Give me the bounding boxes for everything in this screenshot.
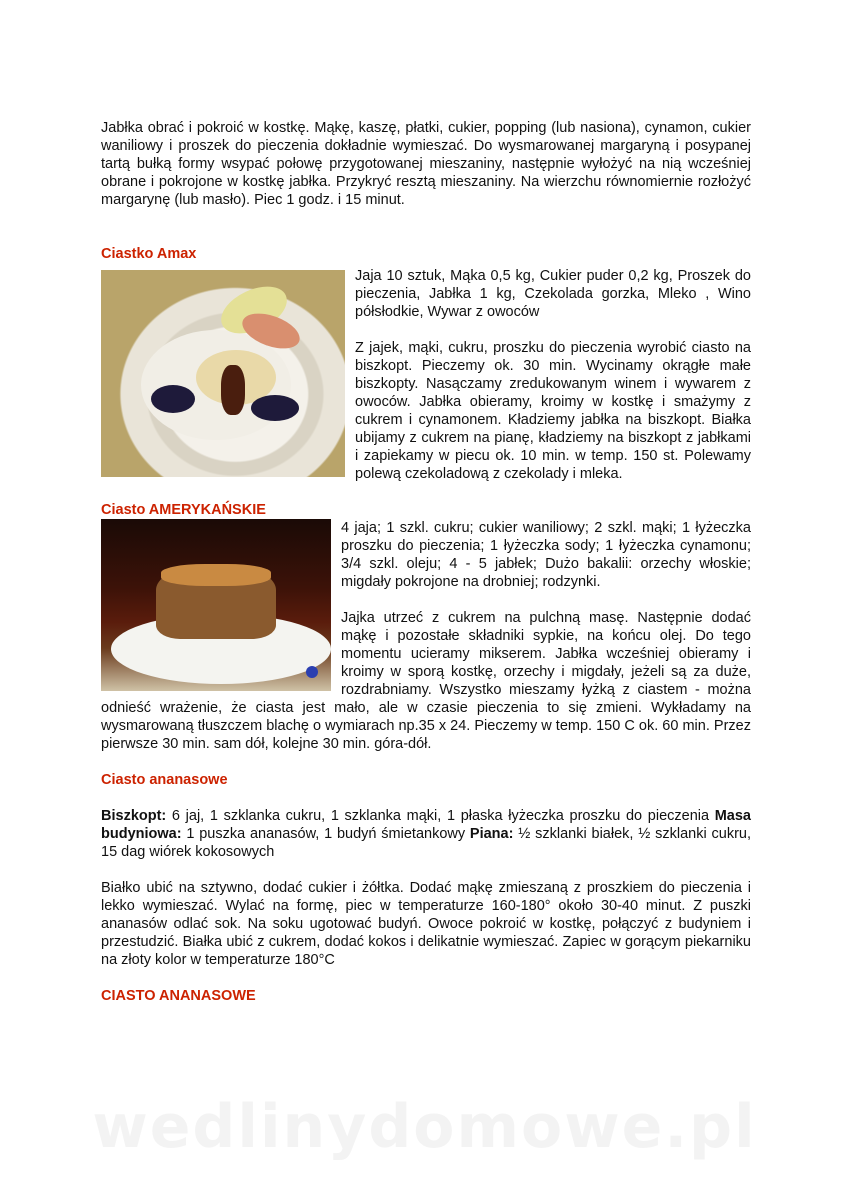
amax-ingredients: Jaja 10 sztuk, Mąka 0,5 kg, Cukier puder 0,2 kg, Proszek do pieczenia, Jabłka 1 kg, Czekolada gorzka, Mleko , Wino półsłodkie, Wywar z owoców [355,268,751,320]
heading-ciasto-amerykanskie: Ciasto AMERYKAŃSKIE [101,502,266,518]
intro-paragraph: Jabłka obrać i pokroić w kostkę. Mąkę, kaszę, płatki, cukier, popping (lub nasiona), cynamon, cukier waniliowy i proszek do pieczenia dokładnie wymieszać. Do wysmarowanej margaryną i posypanej tartą bułką formy wsypać połowę przygotowanej mieszaniny, następnie wyłożyć na nią wcześniej obrane i pokrojone w kostkę jabłka. Przykryć resztą mieszaniny. Na wierzchu równomiernie rozłożyć margarynę (lub masło). Piec 1 godz. i 15 minut. [101,120,751,208]
piana-label: Piana: [469,826,514,842]
photo-ciastko-amax [101,270,345,477]
heading-ciasto-ananasowe-caps: CIASTO ANANASOWE [101,988,256,1004]
pineapple-method: Białko ubić na sztywno, dodać cukier i żółtka. Dodać mąkę zmieszaną z proszkiem do pieczenia i lekko wymieszać. Wylać na formę, piec w temperaturze 160-180° około 30-40 minut. Z puszki ananasów odlać sok. Na soku ugotować budyń. Owoce pokroić w kostkę, połączyć z budyniem i przestudzić. Białka ubić z cukrem, dodać kokos i delikatnie wymieszać. Zapiec w gorącym piekarniku na złoty kolor w temperaturze 180°C [101,880,751,968]
biszkopt-text: 6 jaj, 1 szklanka cukru, 1 szklanka mąki, 1 płaska łyżeczka proszku do pieczenia [166,808,710,824]
amax-method: Z jajek, mąki, cukru, proszku do pieczenia wyrobić ciasto na biszkopt. Pieczemy ok. 30 min. Wycinamy okrągłe małe biszkopty. Nasączamy zredukowanym winem i wywarem z owoców. Jabłka obieramy, kroimy w kostkę i smażymy z cukrem i cynamonem. Kładziemy jabłka na biszkopt. Białka ubijamy z cukrem na pianę, kładziemy na biszkopt z jabłkami i zapiekamy w piecu ok. 10 min. w temp. 150 st. Polewamy polewą czekoladową z czekolady i mleka. [355,340,751,482]
masa-label: Masa budyniowa: [101,808,751,842]
watermark: wedlinydomowe.pl [92,1092,757,1162]
piana-text: ½ szklanki białek, ½ szklanki cukru, 15 dag wiórek kokosowych [101,826,751,860]
american-method: Jajka utrzeć z cukrem na pulchną masę. Następnie dodać mąkę i pozostałe składniki sypkie, na końcu olej. Do tego momentu ucieramy mikserem. Jabłka wcześniej obieramy i kroimy w sporą kostkę, orzechy i migdały, jeżeli są za duże, rozdrabniamy. Wszystko mieszamy łyżką z ciastem - można odnieść wrażenie, że ciasta jest mało, ale w czasie pieczenia to się zmieni. Wykładamy na wysmarowaną tłuszczem blachę o wymiarach np.35 x 24. Pieczemy w temp. 150 C ok. 60 min. Przez pierwsze 30 min. sam dół, kolejne 30 min. góra-dół. [101,610,751,752]
biszkopt-label: Biszkopt: [101,808,167,824]
masa-text: 1 puszka ananasów, 1 budyń śmietankowy [181,826,470,842]
photo-ciasto-amerykanskie [101,519,331,691]
american-ingredients: 4 jaja; 1 szkl. cukru; cukier waniliowy; 2 szkl. mąki; 1 łyżeczka proszku do pieczenia; 1 łyżeczka sody; 1 łyżeczka cynamonu; 3/4 szkl. oleju; 4 - 5 jabłek; Dużo bakalii: orzechy włoskie; migdały pokrojone na drobniej; rodzynki. [341,520,751,590]
heading-ciasto-ananasowe: Ciasto ananasowe [101,772,228,788]
pineapple-ingredients [101,807,751,861]
document-page [101,119,751,1005]
heading-ciastko-amax: Ciastko Amax [101,246,197,262]
